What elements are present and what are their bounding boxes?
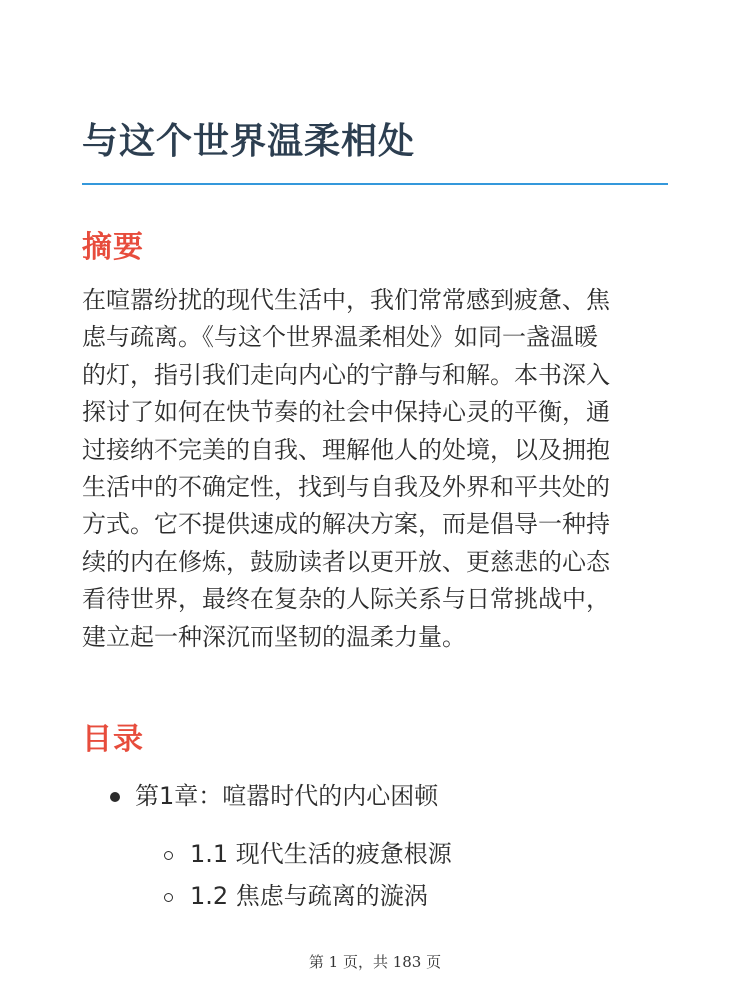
toc-section-label[interactable]: 1.2 焦虑与疏离的漩涡 (190, 882, 428, 910)
abstract-line: 的灯，指引我们走向内心的宁静与和解。本书深入 (82, 360, 610, 389)
abstract-line: 在喧嚣纷扰的现代生活中，我们常常感到疲惫、焦 (82, 286, 610, 314)
abstract-line: 探讨了如何在快节奏的社会中保持心灵的平衡，通 (82, 398, 610, 427)
abstract-line: 方式。它不提供速成的解决方案，而是倡导一种持 (82, 510, 610, 539)
bullet-circle-icon (164, 893, 173, 902)
document-title: 与这个世界温柔相处 (82, 121, 416, 162)
abstract-line: 虑与疏离。《与这个世界温柔相处》如同一盏温暖 (82, 323, 598, 352)
toc-section-label[interactable]: 1.1 现代生活的疲惫根源 (190, 840, 452, 868)
bullet-circle-icon (164, 851, 173, 860)
page-footer: 第 1 页，共 183 页 (308, 953, 442, 971)
abstract-line: 建立起一种深沉而坚韧的温柔力量。 (82, 622, 466, 651)
abstract-line: 续的内在修炼，鼓励读者以更开放、更慈悲的心态 (82, 547, 610, 576)
abstract-line: 生活中的不确定性，找到与自我及外界和平共处的 (82, 473, 610, 502)
toc-chapter-label[interactable]: 第1章：喧嚣时代的内心困顿 (135, 782, 439, 810)
toc-heading: 目录 (82, 722, 144, 757)
title-divider (82, 183, 668, 185)
abstract-paragraph (82, 282, 672, 656)
abstract-heading: 摘要 (82, 230, 144, 265)
abstract-line: 过接纳不完美的自我、理解他人的处境，以及拥抱 (82, 435, 610, 464)
bullet-disc-icon (110, 792, 120, 802)
abstract-line: 看待世界，最终在复杂的人际关系与日常挑战中， (82, 585, 610, 614)
